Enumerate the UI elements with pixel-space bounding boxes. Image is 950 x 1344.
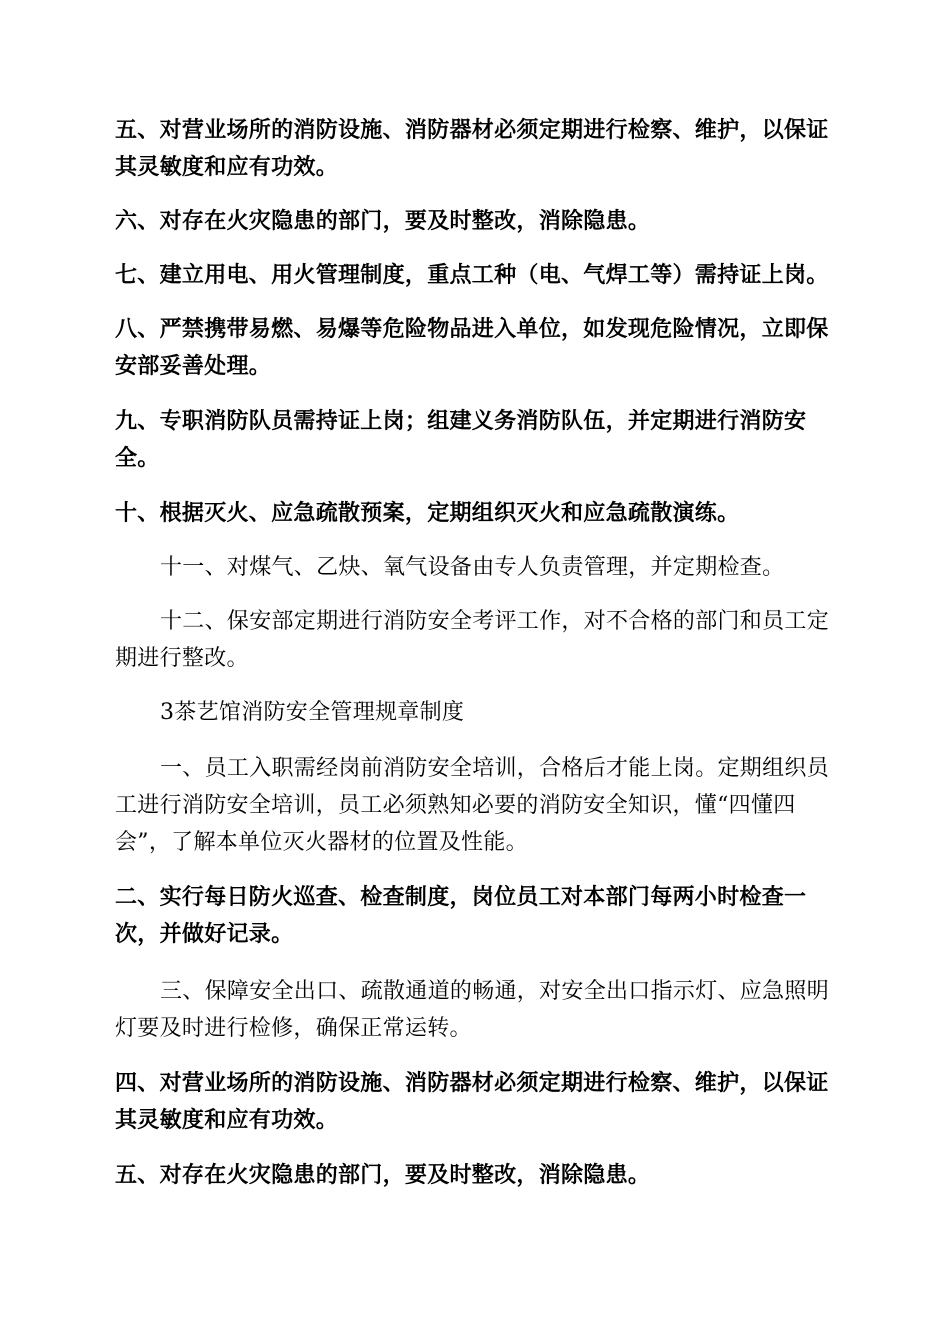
paragraph-item-5-inspection: 五、对营业场所的消防设施、消防器材必须定期进行检察、维护，以保证其灵敏度和应有功效。	[115, 118, 829, 180]
paragraph-item-5-hazard-rectification: 五、对存在火灾隐患的部门，要及时整改，消除隐患。	[115, 1163, 651, 1188]
paragraph-item-9-fire-team: 九、专职消防队员需持证上岗；组建义务消防队伍，并定期进行消防安全。	[115, 409, 807, 471]
paragraph-item-7-electric-fire-management: 七、建立用电、用火管理制度，重点工种（电、气焊工等）需持证上岗。	[115, 263, 829, 288]
section-heading-tea-house: 3茶艺馆消防安全管理规章制度	[160, 700, 465, 725]
paragraph-item-11-gas-equipment: 十一、对煤气、乙炔、氧气设备由专人负责管理，并定期检查。	[160, 555, 785, 580]
paragraph-item-1-training: 一、员工入职需经岗前消防安全培训，合格后才能上岗。定期组织员工进行消防安全培训，员工必须熟知必要的消防安全知识，懂“四懂四会”，了解本单位灭火器材的位置及性能。	[115, 756, 830, 855]
paragraph-item-4-inspection: 四、对营业场所的消防设施、消防器材必须定期进行检察、维护，以保证其灵敏度和应有功效。	[115, 1071, 829, 1133]
paragraph-item-2-patrol: 二、实行每日防火巡查、检查制度，岗位员工对本部门每两小时检查一次，并做好记录。	[115, 885, 807, 947]
paragraph-item-10-drills: 十、根据灭火、应急疏散预案，定期组织灭火和应急疏散演练。	[115, 501, 740, 526]
paragraph-item-6-hazard-rectification: 六、对存在火灾隐患的部门，要及时整改，消除隐患。	[115, 209, 651, 234]
paragraph-item-3-exits: 三、保障安全出口、疏散通道的畅通，对安全出口指示灯、应急照明灯要及时进行检修，确保正常运转。	[115, 979, 830, 1041]
paragraph-item-8-dangerous-goods: 八、严禁携带易燃、易爆等危险物品进入单位，如发现危险情况，立即保安部妥善处理。	[115, 317, 829, 379]
paragraph-item-12-evaluation: 十二、保安部定期进行消防安全考评工作，对不合格的部门和员工定期进行整改。	[115, 609, 830, 671]
